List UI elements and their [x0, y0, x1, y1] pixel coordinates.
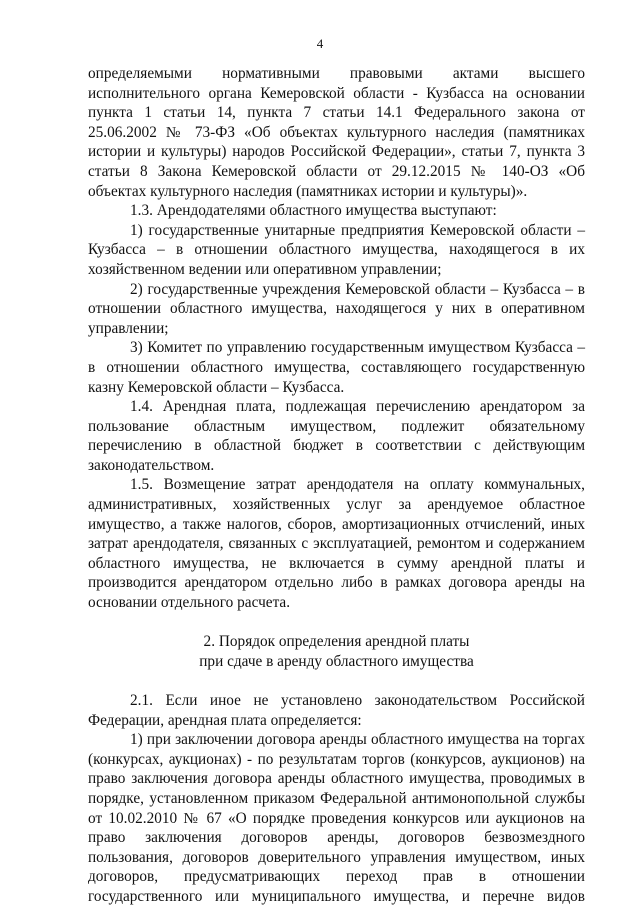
text-line: основании отдельного расчета.: [88, 594, 291, 612]
text-line: истории и культуры) народов Российской Федерации», статьи 7, пункта 3: [88, 143, 585, 161]
text-line: пользования, договоров доверительного управления имуществом, иных: [88, 848, 585, 866]
text-line: Кузбасса – в отношении областного имущества, находящегося в их: [88, 241, 585, 259]
section-1-3-line: 1.3. Арендодателями областного имущества выступают:: [130, 202, 497, 220]
text-line: пользование областным имуществом, подлежит обязательному: [88, 417, 585, 435]
text-line: исполнительного органа Кемеровской области - Кузбасса на основании: [88, 84, 585, 102]
text-line: производится арендатором отдельно либо в рамках договора аренды на: [88, 574, 585, 592]
section-1-5-line: 1.5. Возмещение затрат арендодателя на оплату коммунальных,: [130, 476, 585, 494]
list-item-line: 3) Комитет по управлению государственным имуществом Кузбасса –: [130, 339, 585, 357]
text-line: затрат арендодателя, связанных с эксплуатацией, ремонтом и содержанием: [88, 535, 585, 553]
text-line: имущество, а также налогов, сборов, амортизационных отчислений, иных: [88, 515, 585, 533]
text-line: хозяйственном ведении или оперативном управлении;: [88, 260, 442, 278]
text-line: 25.06.2002 № 73-ФЗ «Об объектах культурного наследия (памятниках: [88, 123, 585, 141]
list-item-line: 1) при заключении договора аренды областного имущества на торгах: [130, 731, 585, 749]
text-line: в отношении областного имущества, составляющего государственную: [88, 358, 585, 376]
text-line: определяемыми нормативными правовыми актами высшего: [88, 65, 585, 82]
list-item-line: 2) государственные учреждения Кемеровской области – Кузбасса – в: [130, 280, 585, 298]
text-line: законодательством.: [88, 456, 215, 474]
list-item-line: 1) государственные унитарные предприятия Кемеровской области –: [130, 221, 585, 239]
text-line: административных, хозяйственных услуг за арендуемое областное: [88, 496, 585, 514]
text-line: порядке, установленном приказом Федеральной антимонопольной службы: [88, 789, 585, 807]
text-line: (конкурсах, аукционах) - по результатам торгов (конкурсов, аукционов) на: [88, 750, 585, 768]
page-number: 4: [316, 36, 324, 51]
text-line: перечислению в областной бюджет в соответствии с действующим: [88, 437, 585, 455]
text-line: областного имущества, не включается в сумму арендной платы и: [88, 554, 585, 572]
text-line: объектах культурного наследия (памятниках истории и культуры)».: [88, 182, 528, 200]
text-line: отношении областного имущества, находящегося у них в оперативном: [88, 300, 585, 318]
text-line: казну Кемеровской области – Кузбасса.: [88, 378, 345, 396]
text-line: пункта 1 статьи 14, пункта 7 статьи 14.1 Федерального закона от: [88, 104, 585, 122]
section-2-1-line: 2.1. Если иное не установлено законодательством Российской: [130, 692, 585, 709]
text-line: Федерации, арендная плата определяется:: [88, 711, 362, 729]
section-2-heading: при сдаче в аренду областного имущества: [199, 652, 474, 670]
document-body: [88, 64, 585, 907]
spacer: [88, 613, 585, 633]
text-line: статьи 8 Закона Кемеровской области от 29.12.2015 № 140-ОЗ «Об: [88, 162, 585, 180]
text-line: право заключения договоров аренды, договоров безвозмездного: [88, 829, 585, 847]
section-1-4-line: 1.4. Арендная плата, подлежащая перечислению арендатором за: [130, 398, 585, 416]
text-line: государственного или муниципального имущества, и перечне видов: [88, 887, 585, 905]
text-line: управлении;: [88, 319, 169, 337]
text-line: от 10.02.2010 № 67 «О порядке проведения конкурсов или аукционов на: [88, 809, 585, 827]
spacer: [88, 671, 585, 691]
text-line: право заключения договора аренды областного имущества, проводимых в: [88, 770, 585, 788]
text-line: договоров, предусматривающих переход прав в отношении: [88, 868, 585, 886]
section-2-heading: 2. Порядок определения арендной платы: [203, 633, 470, 651]
